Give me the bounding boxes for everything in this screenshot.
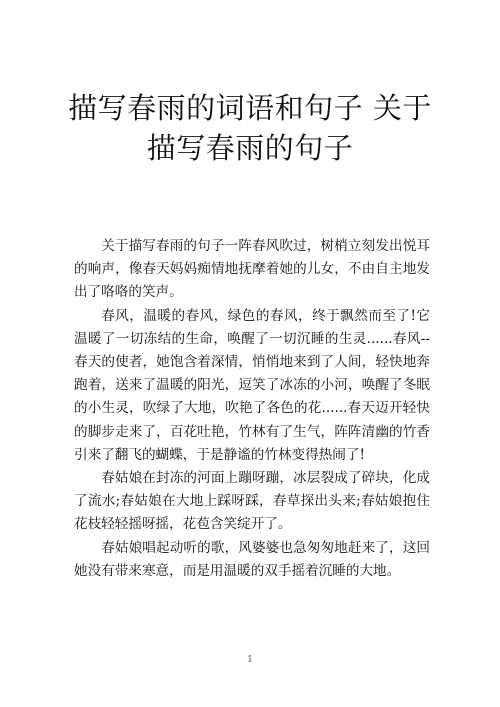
page-title: 描写春雨的词语和句子 关于描写春雨的句子	[68, 91, 432, 165]
page-number: 1	[247, 655, 253, 665]
paragraph-3: 春姑娘在封冻的河面上蹦呀蹦，冰层裂成了碎块，化成了流水;春姑娘在大地上踩呀踩，春草探出头来;春姑娘抱住花枝轻轻摇呀摇，花苞含笑绽开了。	[74, 470, 430, 533]
article-body	[74, 235, 430, 583]
paragraph-4: 春姑娘唱起动听的歌，风婆婆也急匆匆地赶来了，这回她没有带来寒意，而是用温暖的双手摇着沉睡的大地。	[74, 539, 430, 579]
paragraph-1: 关于描写春雨的句子一阵春风吹过，树梢立刻发出悦耳的响声，像春天妈妈痴情地抚摩着她的儿女，不由自主地发出了咯咯的笑声。	[74, 238, 430, 301]
paragraph-2: 春风，温暖的春风，绿色的春风，终于飘然而至了!它温暖了一切冻结的生命，唤醒了一切沉睡的生灵......春风--春天的使者，她饱含着深情，悄悄地来到了人间，轻快地奔跑着，送来了温暖的阳光，逗笑了冰冻的小河，唤醒了冬眠的小生灵，吹绿了大地，吹艳了各色的花......春天迈开轻快的脚步走来了，百花吐艳，竹林有了生气，阵阵清幽的竹香引来了翻飞的蝴蝶，于是静谧的竹林变得热闹了!	[74, 307, 430, 463]
